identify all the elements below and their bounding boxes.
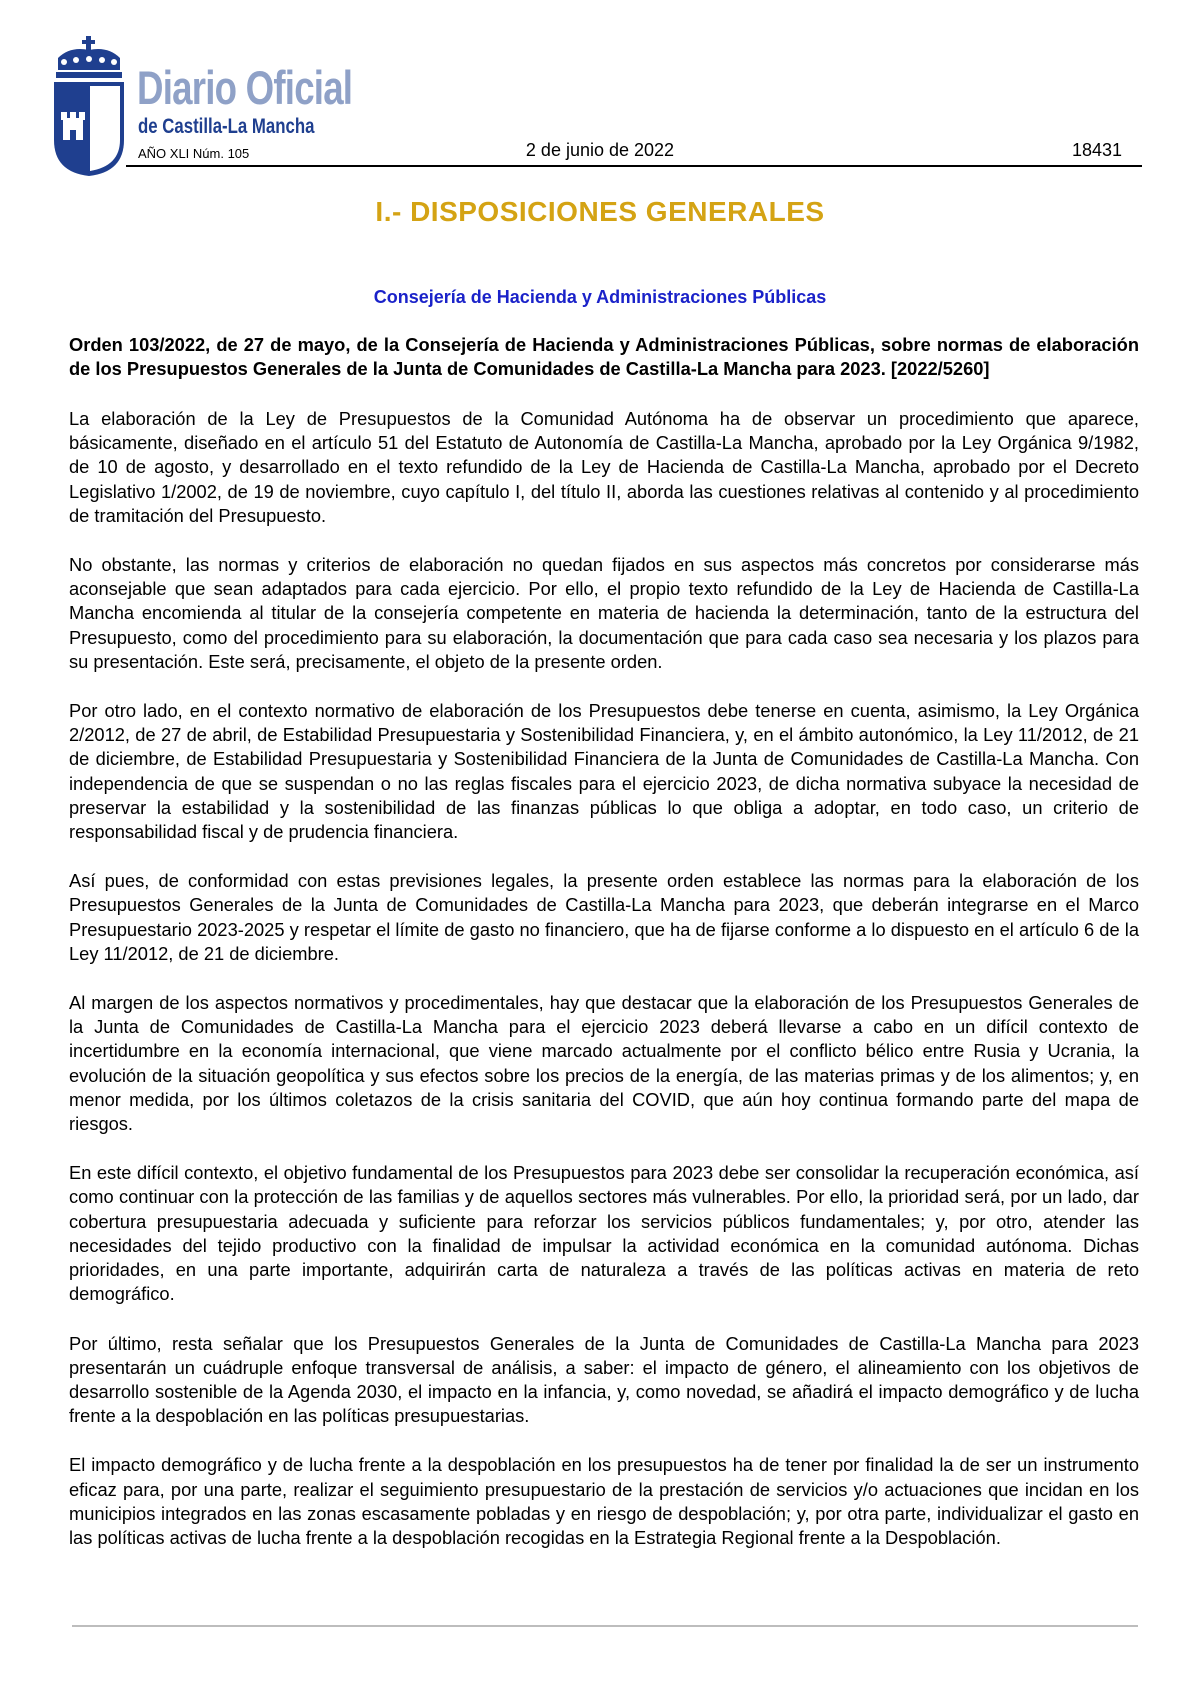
footer-divider: [72, 1625, 1138, 1627]
issue-info: AÑO XLI Núm. 105: [138, 146, 250, 161]
paragraph: En este difícil contexto, el objetivo fundamental de los Presupuestos para 2023 debe ser consolidar la recuperación económica, así como continuar con la protección de las familias y de aquellos sectores más vulnerables. Por ello, la prioridad será, por un lado, dar cobertura presupuestaria adecuada y suficiente para reforzar los servicios públicos fundamentales; y, por otro, atender las necesidades del tejido productivo con la finalidad de impulsar la actividad económica en la comunidad autónoma. Dichas prioridades, en una parte importante, adquirirán carta de naturaleza a través de las políticas activas en materia de reto demográfico.: [69, 1162, 1139, 1305]
issue-date: 2 de junio de 2022: [525, 140, 675, 160]
document-body: [69, 333, 1139, 1575]
header-divider: [126, 165, 1142, 167]
section-title: I.- DISPOSICIONES GENERALES: [375, 196, 825, 227]
paragraph: El impacto demográfico y de lucha frente a la despoblación en los presupuestos ha de tener por finalidad la de ser un instrumento eficaz para, por una parte, realizar el seguimiento presupuestario de la prestación de servicios y/o actuaciones que incidan en los municipios integrados en las zonas escasamente pobladas y en riesgo de despoblación; y, por otra parte, individualizar el gasto en las políticas activas de lucha frente a la despoblación recogidas en la Estrategia Regional frente a la Despoblación.: [69, 1454, 1139, 1548]
order-title: Orden 103/2022, de 27 de mayo, de la Consejería de Hacienda y Administraciones Públicas, sobre normas de elaboración de los Presupuestos Generales de la Junta de Comunidades de Castilla-La Mancha para 2023. [2022/5260]: [69, 334, 1139, 379]
page-number: 18431: [1071, 140, 1122, 160]
paragraph: Por último, resta señalar que los Presupuestos Generales de la Junta de Comunidades de Castilla-La Mancha para 2023 presentarán un cuádruple enfoque transversal de análisis, a saber: el impacto de género, el alineamiento con los objetivos de desarrollo sostenible de la Agenda 2030, el impacto en la infancia, y, como novedad, se añadirá el impacto demográfico y de lucha frente a la despoblación en las políticas presupuestarias.: [69, 1332, 1139, 1427]
paragraph: No obstante, las normas y criterios de elaboración no quedan fijados en sus aspectos más concretos por considerarse más aconsejable que sean adaptados para cada ejercicio. Por ello, el propio texto refundido de la Ley de Hacienda de Castilla-La Mancha encomienda al titular de la consejería competente en materia de hacienda la determinación, tanto de la estructura del Presupuesto, como del procedimiento para su elaboración, la documentación que para cada caso sea necesaria y los plazos para su presentación. Este será, precisamente, el objeto de la presente orden.: [69, 554, 1139, 672]
paragraph: Así pues, de conformidad con estas previsiones legales, la presente orden establece las normas para la elaboración de los Presupuestos Generales de la Junta de Comunidades de Castilla-La Mancha para 2023, que deberán integrarse en el Marco Presupuestario 2023-2025 y respetar el límite de gasto no financiero, que ha de fijarse conforme a lo dispuesto en el artículo 6 de la Ley 11/2012, de 21 de diciembre.: [69, 870, 1139, 964]
department-heading: Consejería de Hacienda y Administraciones Públicas: [373, 287, 827, 307]
paragraph: Por otro lado, en el contexto normativo de elaboración de los Presupuestos debe tenerse en cuenta, asimismo, la Ley Orgánica 2/2012, de 27 de abril, de Estabilidad Presupuestaria y Sostenibilidad Financiera, y, en el ámbito autonómico, la Ley 11/2012, de 21 de diciembre, de Estabilidad Presupuestaria y Sostenibilidad Financiera de la Junta de Comunidades de Castilla-La Mancha. Con independencia de que se suspendan o no las reglas fiscales para el ejercicio 2023, de dicha normativa subyace la necesidad de preservar la estabilidad y la sostenibilidad de las finanzas públicas lo que obliga a adoptar, en todo caso, un criterio de responsabilidad fiscal y de prudencia financiera.: [69, 700, 1139, 843]
newspaper-title: Diario Oficial: [137, 61, 353, 114]
paragraph: Al margen de los aspectos normativos y procedimentales, hay que destacar que la elaboración de los Presupuestos Generales de la Junta de Comunidades de Castilla-La Mancha para el ejercicio 2023 deberá llevarse a cabo en un difícil contexto de incertidumbre en la economía internacional, que viene marcado actualmente por el conflicto bélico entre Rusia y Ucrania, la evolución de la situación geopolítica y sus efectos sobre los precios de la energía, de las materias primas y de los alimentos; y, en menor medida, por los últimos coletazos de la crisis sanitaria del COVID, que aún hoy continua formando parte del mapa de riesgos.: [69, 992, 1139, 1135]
paragraph: La elaboración de la Ley de Presupuestos de la Comunidad Autónoma ha de observar un procedimiento que aparece, básicamente, diseñado en el artículo 51 del Estatuto de Autonomía de Castilla-La Mancha, aprobado por la Ley Orgánica 9/1982, de 10 de agosto, y desarrollado en el texto refundido de la Ley de Hacienda de Castilla-La Mancha, aprobado por el Decreto Legislativo 1/2002, de 19 de noviembre, cuyo capítulo I, del título II, aborda las cuestiones relativas al contenido y al procedimiento de tramitación del Presupuesto.: [69, 408, 1139, 526]
newspaper-subtitle: de Castilla-La Mancha: [138, 115, 315, 138]
